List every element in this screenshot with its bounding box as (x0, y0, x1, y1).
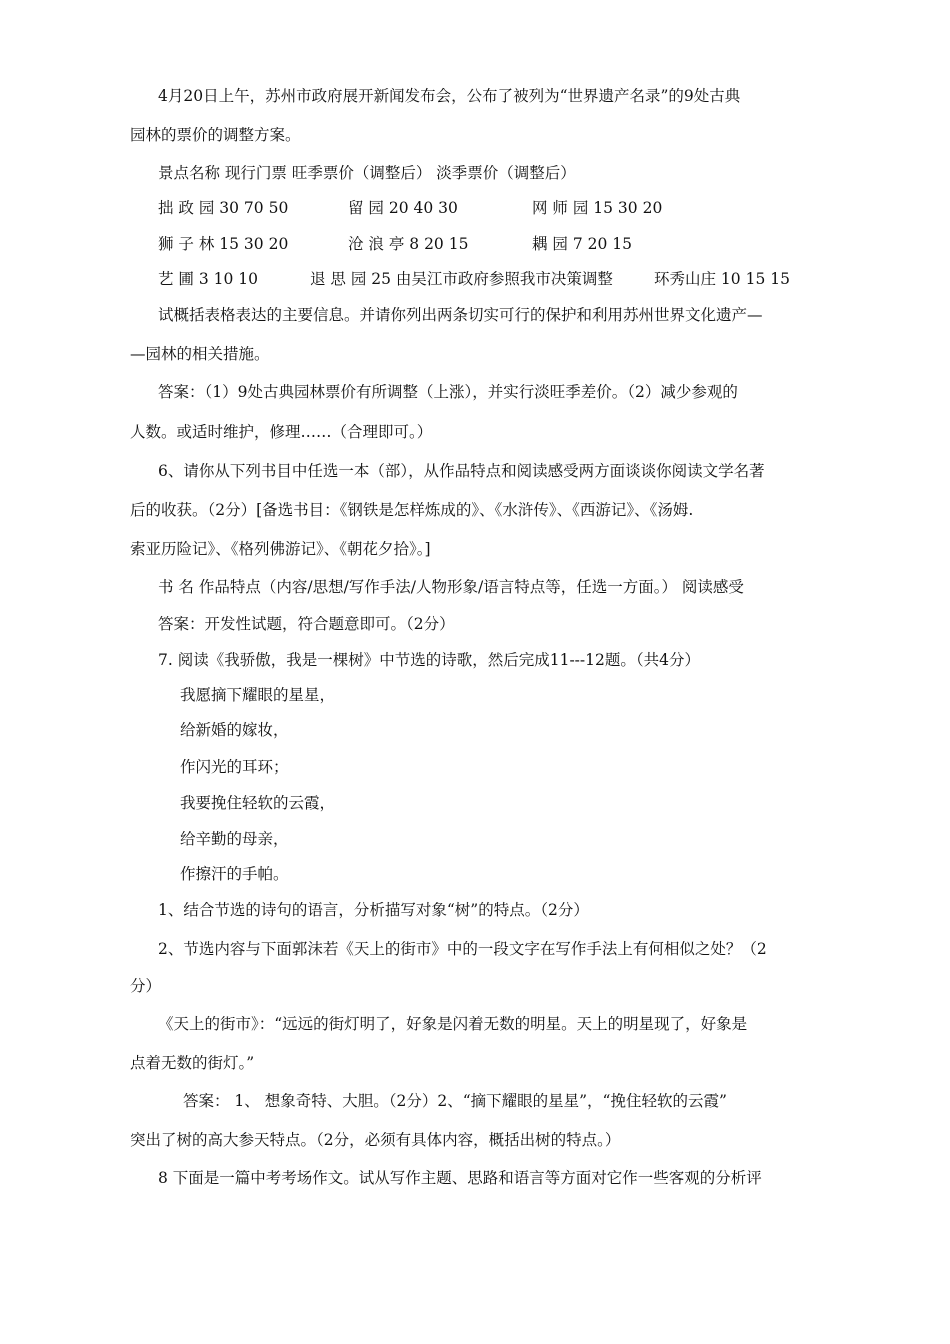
q5-question-line-1: 试概括表格表达的主要信息。并请你列出两条切实可行的保护和利用苏州世界文化遗产— (158, 306, 763, 324)
q6-line-3: 索亚历险记》、《格列佛游记》、《朝花夕拾》。] (130, 540, 431, 558)
q6-line-2: 后的收获。（2分）[备选书目：《钢铁是怎样炼成的》、《水浒传》、《西游记》、《汤姆. (130, 501, 694, 519)
table-cell: 退 思 园 25 由吴江市政府参照我市决策调整 (310, 270, 613, 288)
q6-line-1: 6、请你从下列书目中任选一本（部），从作品特点和阅读感受两方面谈谈你阅读文学名著 (158, 462, 765, 480)
q7-title: 7. 阅读《我骄傲，我是一棵树》中节选的诗歌，然后完成11---12题。（共4分） (158, 651, 700, 669)
poem-line: 我愿摘下耀眼的星星， (180, 686, 336, 704)
q7-quote-line-1: 《天上的街市》：“远远的街灯明了，好象是闪着无数的明星。天上的明星现了，好象是 (158, 1015, 748, 1033)
q7-sub-question-1: 1、结合节选的诗句的语言，分析描写对象“树”的特点。（2分） (158, 901, 589, 919)
q7-answer-line-2: 突出了树的高大参天特点。（2分，必须有具体内容，概括出树的特点。） (130, 1131, 621, 1149)
table-cell: 耦 园 7 20 15 (532, 235, 633, 253)
q5-table-row (158, 234, 858, 254)
q5-intro-line-1: 4月20日上午，苏州市政府展开新闻发布会，公布了被列为“世界遗产名录”的9处古典 (158, 87, 741, 105)
q7-answer-line-1: 答案： 1、 想象奇特、大胆。（2分）2、“摘下耀眼的星星”，“挽住轻软的云霞” (183, 1092, 727, 1110)
q5-table-row (158, 269, 858, 289)
poem-line: 我要挽住轻软的云霞， (180, 794, 336, 812)
table-cell: 留 园 20 40 30 (348, 199, 458, 217)
table-cell: 拙 政 园 30 70 50 (158, 199, 289, 217)
poem-line: 作擦汗的手帕。 (180, 865, 289, 883)
poem-line: 作闪光的耳环； (180, 758, 289, 776)
poem-line: 给新婚的嫁妆， (180, 721, 289, 739)
table-cell: 环秀山庄 10 15 15 (654, 270, 790, 288)
q8-line-1: 8 下面是一篇中考考场作文。试从写作主题、思路和语言等方面对它作一些客观的分析评 (158, 1169, 762, 1187)
q5-table-header: 景点名称 现行门票 旺季票价（调整后） 淡季票价（调整后） (158, 164, 576, 182)
table-cell: 狮 子 林 15 30 20 (158, 235, 289, 253)
q6-answer: 答案：开发性试题，符合题意即可。（2分） (158, 615, 455, 633)
q5-answer-line-1: 答案：（1）9处古典园林票价有所调整（上涨），并实行淡旺季差价。（2）减少参观的 (158, 383, 738, 401)
q7-sub-question-2-line-1: 2、节选内容与下面郭沫若《天上的街市》中的一段文字在写作手法上有何相似之处？（2 (158, 940, 767, 958)
q5-table-row (158, 198, 858, 218)
q5-answer-line-2: 人数。或适时维护，修理……（合理即可。） (130, 423, 433, 441)
poem-line: 给辛勤的母亲， (180, 830, 289, 848)
table-cell: 艺 圃 3 10 10 (158, 270, 259, 288)
q7-sub-question-2-line-2: 分） (130, 977, 162, 995)
q5-question-line-2: —园林的相关措施。 (130, 345, 270, 363)
q7-quote-line-2: 点着无数的街灯。” (130, 1054, 255, 1072)
q5-intro-line-2: 园林的票价的调整方案。 (130, 126, 301, 144)
table-cell: 沧 浪 亭 8 20 15 (348, 235, 469, 253)
table-cell: 网 师 园 15 30 20 (532, 199, 663, 217)
q6-table-header: 书 名 作品特点（内容/思想/写作手法/人物形象/语言特点等，任选一方面。） 阅读感受 (158, 578, 744, 596)
